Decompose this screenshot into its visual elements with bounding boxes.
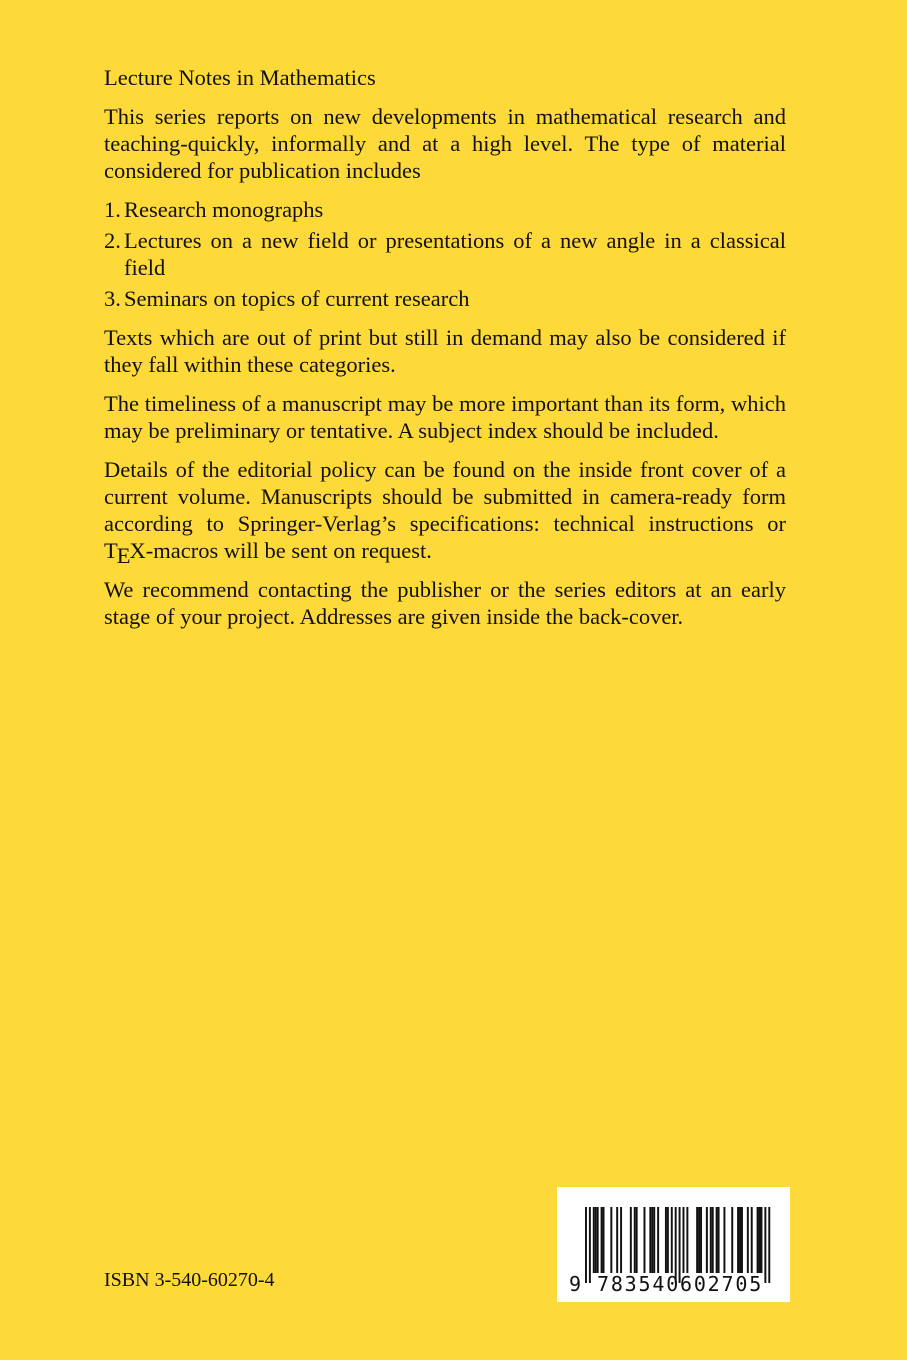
barcode-guard-bar xyxy=(589,1207,591,1283)
list-item xyxy=(104,227,786,281)
barcode-bar xyxy=(651,1207,653,1273)
barcode-bar xyxy=(700,1207,702,1273)
barcode-bar xyxy=(665,1207,667,1273)
list-item xyxy=(104,285,786,312)
barcode-bar xyxy=(747,1207,749,1273)
out-of-print-paragraph: Texts which are out of print but still in demand may also be considered if they fall within these categories. xyxy=(104,325,786,377)
barcode-bar xyxy=(723,1207,725,1273)
barcode-bar xyxy=(731,1207,733,1273)
barcode-bar xyxy=(716,1207,718,1273)
barcode-bar xyxy=(657,1207,659,1273)
list-item-text: Research monographs xyxy=(124,197,324,222)
barcode-bar xyxy=(616,1207,618,1273)
barcode-bar xyxy=(739,1207,741,1273)
barcode-guard-bar xyxy=(768,1207,770,1283)
barcode-bar xyxy=(741,1207,743,1273)
barcode-bar xyxy=(706,1207,708,1273)
barcode-bar xyxy=(718,1207,720,1273)
isbn-label: ISBN 3-540-60270-4 xyxy=(104,1269,275,1291)
list-item-number: 1. xyxy=(104,197,121,222)
barcode-bar xyxy=(649,1207,651,1273)
recommend-paragraph: We recommend contacting the publisher or the series editors at an early stage of your project. Addresses are given inside the back-cover. xyxy=(104,577,786,629)
list-item-number: 2. xyxy=(104,228,121,253)
timeliness-paragraph: The timeliness of a manuscript may be more important than its form, which may be preliminary or tentative. A subject index should be included. xyxy=(104,391,786,443)
barcode-bar xyxy=(712,1207,714,1273)
list-item xyxy=(104,196,786,223)
list-item-number: 3. xyxy=(104,286,121,311)
barcode-bar xyxy=(653,1207,655,1273)
barcode-bar xyxy=(593,1207,595,1273)
barcode-first-digit: 9 xyxy=(569,1272,582,1296)
editorial-policy-text-end: -macros will be sent on request. xyxy=(145,538,432,563)
editorial-policy-paragraph xyxy=(104,456,786,568)
barcode-bar xyxy=(620,1207,622,1273)
barcode-bar xyxy=(595,1207,597,1273)
barcode-bar xyxy=(636,1207,638,1273)
series-title: Lecture Notes in Mathematics xyxy=(104,65,376,90)
material-list xyxy=(104,196,786,312)
barcode-bar xyxy=(601,1207,603,1273)
barcode-bar xyxy=(710,1207,712,1273)
barcode-guard-bar xyxy=(764,1207,766,1283)
barcode-bar xyxy=(686,1207,688,1273)
barcode-bar xyxy=(683,1207,685,1273)
barcode-bar xyxy=(757,1207,759,1273)
barcode-right-group: 602705 xyxy=(680,1272,764,1296)
barcode-bar xyxy=(630,1207,632,1273)
barcode-bar xyxy=(751,1207,753,1273)
list-item-text: Seminars on topics of current research xyxy=(124,286,470,311)
barcode-bar xyxy=(737,1207,739,1273)
barcode-left-group: 783540 xyxy=(597,1272,681,1296)
barcode-bar xyxy=(698,1207,700,1273)
barcode-bar xyxy=(644,1207,646,1273)
barcode-bar xyxy=(634,1207,636,1273)
barcode-bar xyxy=(759,1207,761,1273)
barcode-bar xyxy=(671,1207,673,1273)
intro-paragraph: This series reports on new developments in mathematical research and teaching-quickly, informally and at a high level. The type of material considered for publication includes xyxy=(104,104,786,183)
barcode-bar xyxy=(696,1207,698,1273)
barcode-bar xyxy=(597,1207,599,1273)
barcode-bar xyxy=(610,1207,612,1273)
cover-text xyxy=(104,64,786,642)
barcode-guard-bar xyxy=(585,1207,587,1283)
tex-logo: TEX xyxy=(104,538,146,568)
list-item-text: Lectures on a new field or presentations of a new angle in a classical field xyxy=(124,228,786,280)
barcode xyxy=(557,1187,790,1302)
barcode-bar xyxy=(761,1207,763,1273)
barcode-bar xyxy=(667,1207,669,1273)
editorial-policy-text: Details of the editorial policy can be found on the inside front cover of a current volume. Manuscripts should be submitted in camera-ready form according to Springer-Verlag’s specifications: technical instructions or xyxy=(104,457,786,536)
barcode-bar xyxy=(603,1207,605,1273)
